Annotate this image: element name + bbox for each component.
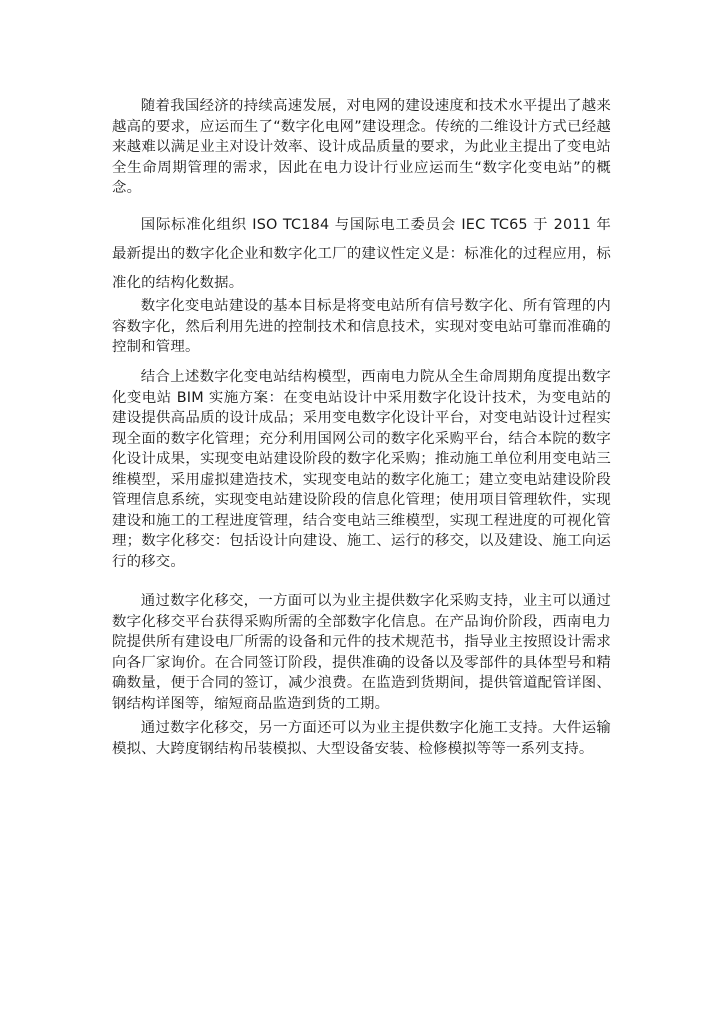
- paragraph-bim-plan: 结合上述数字化变电站结构模型，西南电力院从全生命周期角度提出数字化变电站 BIM 实施方案：在变电站设计中采用数字化设计技术，为变电站的建设提供高品质的设计成品；采用变电数字化设计平台，对变电站设计过程实现全面的数字化管理；充分利用国网公司的数字化采购平台，结合本院的数字化设计成果，实现变电站建设阶段的数字化采购；推动施工单位利用变电站三维模型，采用虚拟建造技术，实现变电站的数字化施工；建立变电站建设阶段管理信息系统，实现变电站建设阶段的信息化管理；使用项目管理软件，实现建设和施工的工程进度管理，结合变电站三维模型，实现工程进度的可视化管理；数字化移交：包括设计向建设、施工、运行的移交，以及建设、施工向运行的移交。: [112, 369, 611, 570]
- paragraph-iso-definition: 国际标准化组织 ISO TC184 与国际电工委员会 IEC TC65 于 2011 年最新提出的数字化企业和数字化工厂的建议性定义是：标准化的过程应用，标准化的结构化数据。: [112, 217, 611, 291]
- paragraph-construction-support: 通过数字化移交，另一方面还可以为业主提供数字化施工支持。大件运输模拟、大跨度钢结构吊装模拟、大型设备安装、检修模拟等等一系列支持。: [112, 720, 611, 757]
- paragraph-substation-goal: 数字化变电站建设的基本目标是将变电站所有信号数字化、所有管理的内容数字化，然后利用先进的控制技术和信息技术，实现对变电站可靠而准确的控制和管理。: [112, 298, 611, 355]
- paragraph-digital-grid-background: 随着我国经济的持续高速发展，对电网的建设速度和技术水平提出了越来越高的要求，应运而生了“数字化电网”建设理念。传统的二维设计方式已经越来越难以满足业主对设计效率、设计成品质量的要求，为此业主提出了变电站全生命周期管理的需求，因此在电力设计行业应运而生“数字化变电站”的概念。: [112, 98, 611, 196]
- paragraph-procurement-support: 通过数字化移交，一方面可以为业主提供数字化采购支持，业主可以通过数字化移交平台获得采购所需的全部数字化信息。在产品询价阶段，西南电力院提供所有建设电厂所需的设备和元件的技术规范书，指导业主按照设计需求向各厂家询价。在合同签订阶段，提供准确的设备以及零部件的具体型号和精确数量，便于合同的签订，减少浪费。在监造到货期间，提供管道配管详图、钢结构详图等，缩短商品监造到货的工期。: [112, 593, 611, 712]
